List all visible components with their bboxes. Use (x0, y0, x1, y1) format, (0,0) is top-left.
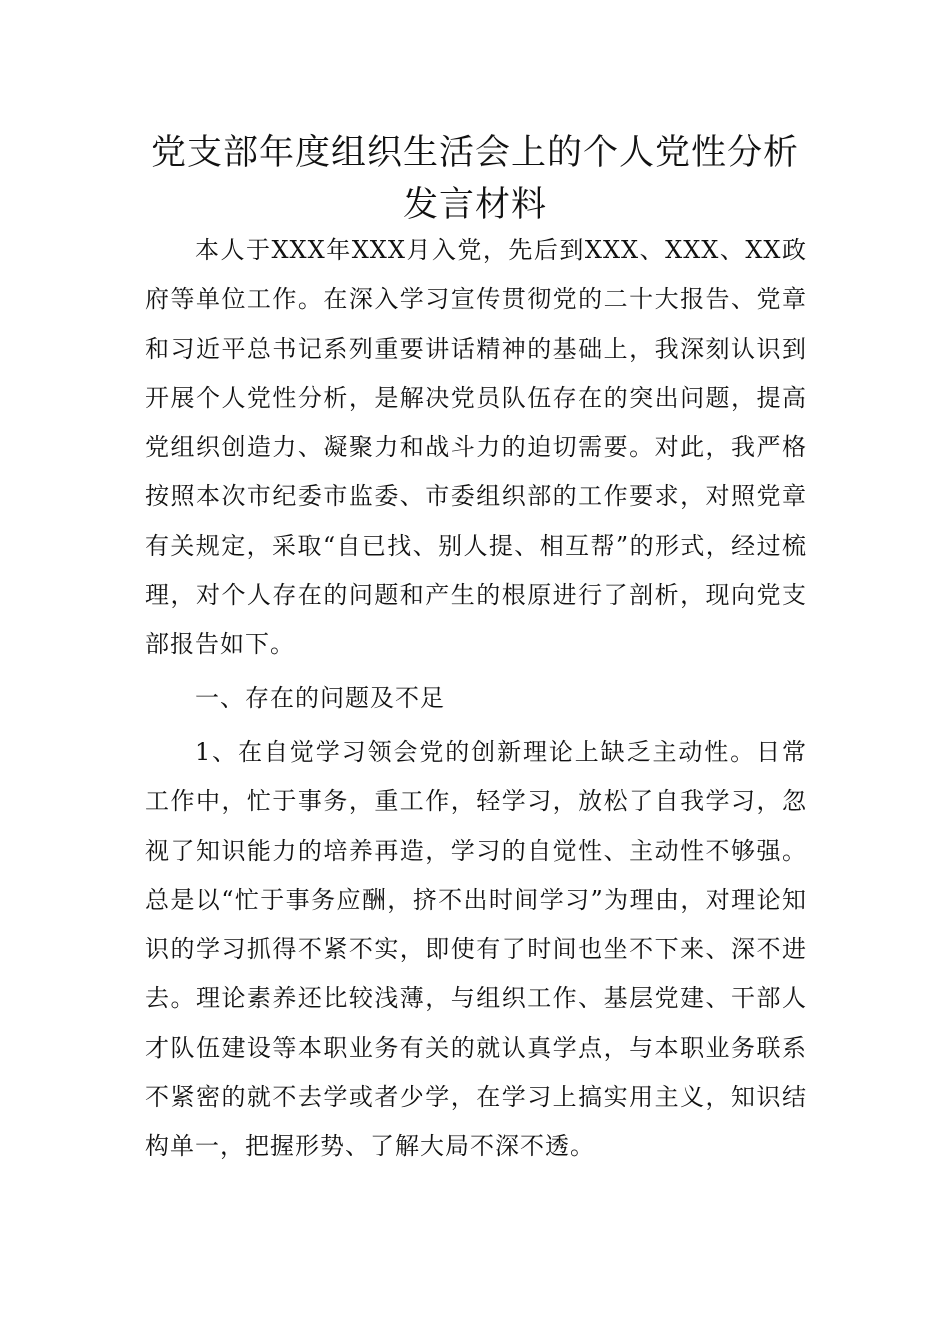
document-title-line-2: 发言材料 (402, 185, 547, 225)
problem-1-paragraph: 1、在自觉学习领会党的创新理论上缺乏主动性。日常工作中，忙于事务，重工作，轻学习，放松了自我学习，忽视了知识能力的培养再造，学习的自觉性、主动性不够强。总是以“忙于事务应酬，挤不出时间学习”为理由，对理论知识的学习抓得不紧不实，即使有了时间也坐不下来、深不进去。理论素养还比较浅薄，与组织工作、基层党建、干部人才队伍建设等本职业务有关的就认真学点，与本职业务联系不紧密的就不去学或者少学，在学习上搞实用主义，知识结构单一，把握形势、了解大局不深不透。 (145, 738, 807, 1161)
section-heading-problems: 一、存在的问题及不足 (195, 684, 445, 712)
document-title-line-1: 党支部年度组织生活会上的个人党性分析 (150, 133, 799, 173)
intro-paragraph: 本人于XXX年XXX月入党，先后到XXX、XXX、XX政府等单位工作。在深入学习宣传贯彻党的二十大报告、党章和习近平总书记系列重要讲话精神的基础上，我深刻认识到开展个人党性分析，是解决党员队伍存在的突出问题，提高党组织创造力、凝聚力和战斗力的迫切需要。对此，我严格按照本次市纪委市监委、市委组织部的工作要求，对照党章有关规定，采取“自已找、别人提、相互帮”的形式，经过梳理，对个人存在的问题和产生的根原进行了剖析，现向党支部报告如下。 (145, 236, 807, 659)
